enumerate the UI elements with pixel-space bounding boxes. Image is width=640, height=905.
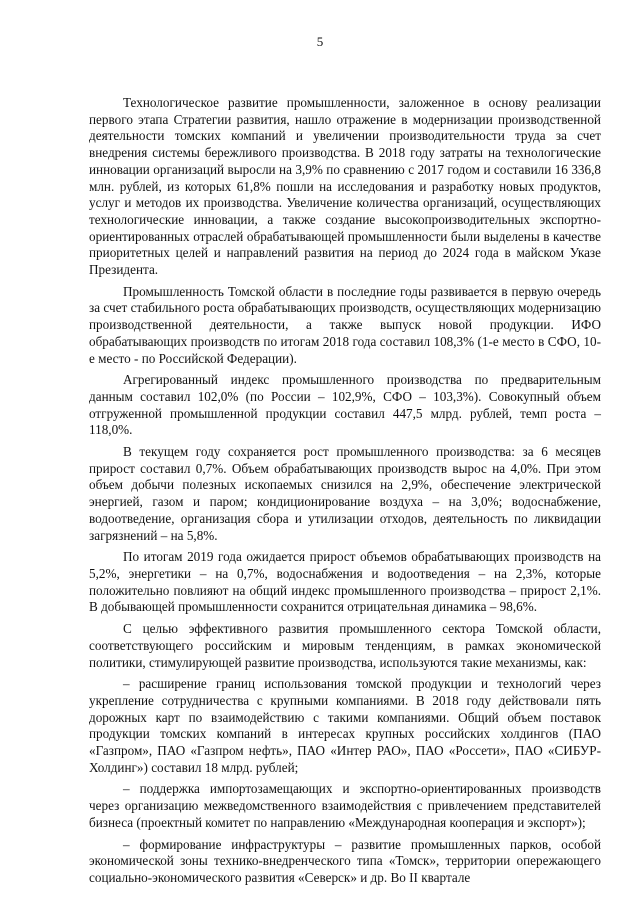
document-body	[89, 95, 601, 892]
paragraph-current-year: В текущем году сохраняется рост промышленного производства: за 6 месяцев прирост составил 0,7%. Объем обрабатывающих производств вырос на 4,0%. При этом объем добычи полезных ископаемых снизился на 2,9%, обеспечение электрической энергией, газом и паром; кондиционирование воздуха – на 3,0%; водоснабжение, водоотведение, организация сбора и утилизации отходов, деятельность по ликвидации загрязнений – на 5,8%.	[89, 444, 601, 543]
page-number: 5	[316, 34, 324, 49]
list-item-infrastructure: – формирование инфраструктуры – развитие промышленных парков, особой экономической зоны технико-внедренческого типа «Томск», территории опережающего социально-экономического развития «Северск» и др. Во II квартале	[89, 836, 601, 885]
paragraph-mechanisms-intro: С целью эффективного развития промышленного сектора Томской области, соответствующего российским и мировым тенденциям, в рамках экономической политики, стимулирующей развитие производства, используются такие механизмы, как:	[89, 621, 601, 670]
paragraph-technological-development: Технологическое развитие промышленности, заложенное в основу реализации первого этапа Стратегии развития, нашло отражение в модернизации производственной деятельности томских компаний и увеличении производительности труда за счет внедрения системы бережливого производства. В 2018 году затраты на технологические инновации организаций выросли на 3,9% по сравнению с 2017 годом и составили 16 336,8 млн. рублей, из которых 61,8% пошли на исследования и разработку новых продуктов, услуг и методов их производства. Увеличение количества организаций, осуществляющих технологические инновации, а также создание высокопроизводительных экспортно-ориентированных отраслей обрабатывающей промышленности были выделены в качестве приоритетных целей и направлений развития на период до 2024 года в майском Указе Президента.	[89, 95, 601, 278]
paragraph-aggregated-index: Агрегированный индекс промышленного производства по предварительным данным составил 102,0% (по России – 102,9%, СФО – 103,3%). Совокупный объем отгруженной промышленной продукции составил 447,5 млрд. рублей, темп роста – 118,0%.	[89, 372, 601, 438]
paragraph-industry-growth: Промышленность Томской области в последние годы развивается в первую очередь за счет стабильного роста обрабатывающих производств, осуществляющих модернизацию производственной деятельности, а также выпуск новой продукции. ИФО обрабатывающих производств по итогам 2018 года составил 108,3% (1-е место в СФО, 10-е место - по Российской Федерации).	[89, 283, 601, 366]
list-item-import-substitution: – поддержка импортозамещающих и экспортно-ориентированных производств через организацию межведомственного взаимодействия с привлечением представителей бизнеса (проектный комитет по направлению «Международная кооперация и экспорт»);	[89, 781, 601, 830]
list-item-cooperation: – расширение границ использования томской продукции и технологий через укрепление сотрудничества с крупными компаниями. В 2018 году действовали пять дорожных карт по взаимодействию с такими компаниями. Общий объем поставок продукции томских компаний в интересах крупных российских холдингов (ПАО «Газпром», ПАО «Газпром нефть», ПАО «Интер РАО», ПАО «Россети», ПАО «СИБУР-Холдинг») составил 18 млрд. рублей;	[89, 676, 601, 775]
paragraph-forecast-2019: По итогам 2019 года ожидается прирост объемов обрабатывающих производств на 5,2%, энергетики – на 0,7%, водоснабжения и водоотведения – на 2,3%, которые положительно повлияют на общий индекс промышленного производства – прирост 2,1%. В добывающей промышленности сохранится отрицательная динамика – 98,6%.	[89, 549, 601, 615]
